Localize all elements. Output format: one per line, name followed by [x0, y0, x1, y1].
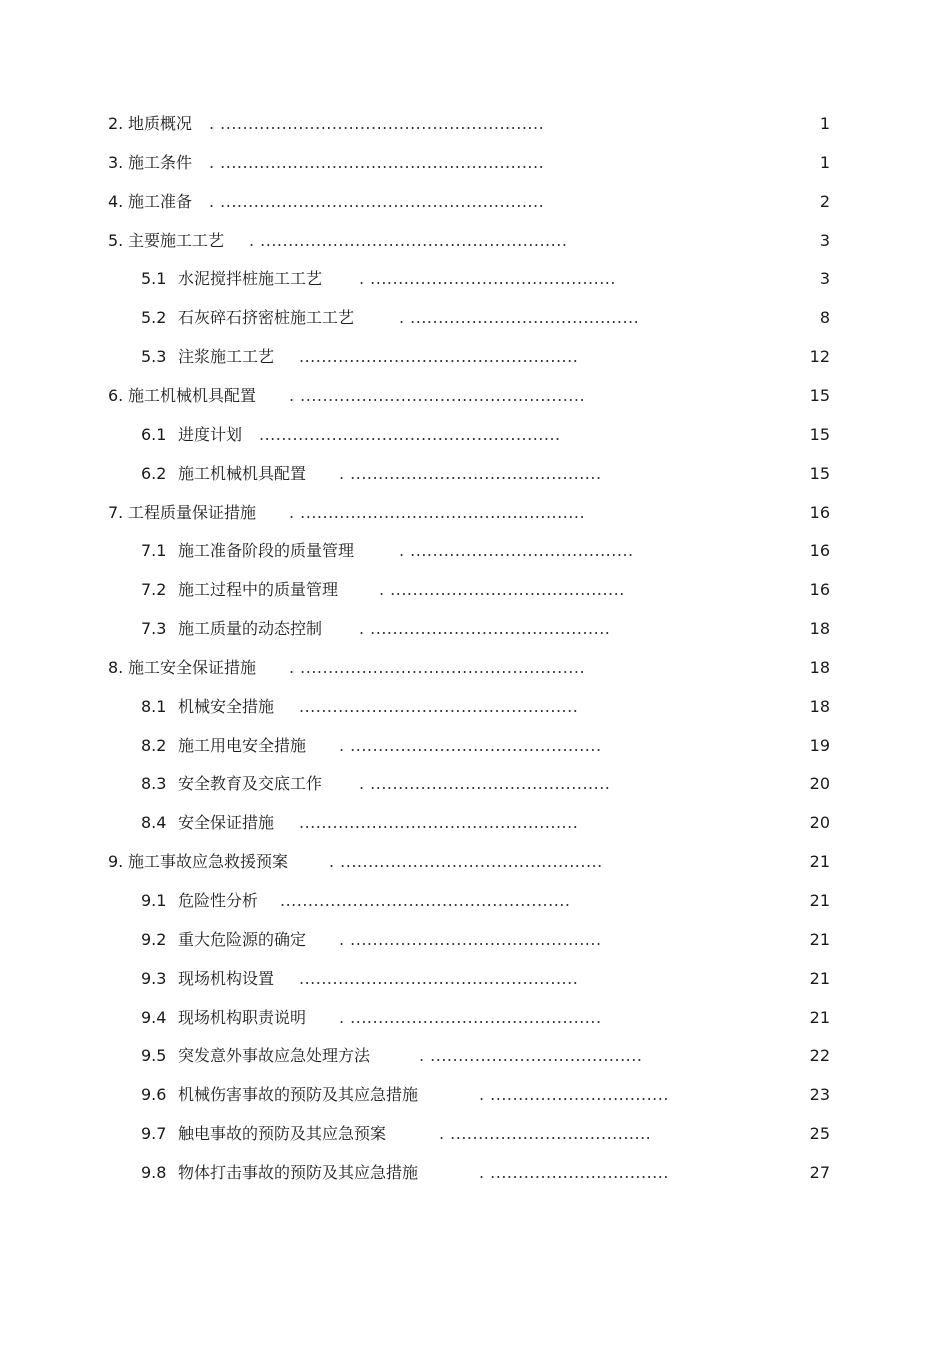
toc-dot-leader: ..................................................: [299, 696, 579, 716]
toc-entry-number: 9.5: [141, 1046, 167, 1066]
toc-dot-leader: ..................................................: [299, 813, 579, 833]
toc-entry-title: 施工用电安全措施: [178, 735, 307, 755]
toc-page-number: 18: [809, 619, 830, 639]
toc-entry[interactable]: [0, 384, 950, 408]
toc-entry-title: 注浆施工工艺: [178, 347, 275, 367]
toc-page-number: 21: [809, 1007, 830, 1027]
toc-dot-leader: . ......................................: [419, 1046, 643, 1066]
toc-dot-leader: . ............................................: [359, 269, 616, 289]
toc-page-number: 22: [809, 1046, 830, 1066]
toc-entry-title: 触电事故的预防及其应急预案: [178, 1124, 387, 1144]
toc-entry-title: 进度计划: [178, 424, 243, 444]
toc-entry-number: 8.2: [141, 735, 167, 755]
toc-entry-title: 施工机械机具配置: [178, 463, 307, 483]
toc-entry-number: 5.: [108, 230, 124, 250]
toc-dot-leader: . ....................................: [439, 1124, 652, 1144]
toc-entry[interactable]: [0, 734, 950, 758]
toc-entry-number: 9.2: [141, 929, 167, 949]
toc-entry-number: 5.2: [141, 308, 167, 328]
toc-entry[interactable]: [0, 928, 950, 952]
toc-entry-number: 9.4: [141, 1007, 167, 1027]
toc-entry[interactable]: [0, 267, 950, 291]
toc-entry[interactable]: [0, 617, 950, 641]
toc-dot-leader: . .......................................................: [249, 230, 568, 250]
toc-dot-leader: . ..........................................: [379, 580, 625, 600]
toc-entry-number: 6.: [108, 385, 124, 405]
toc-dot-leader: ..................................................: [299, 968, 579, 988]
toc-entry[interactable]: [0, 539, 950, 563]
toc-page-number: 15: [809, 463, 830, 483]
toc-entry[interactable]: [0, 112, 950, 136]
toc-entry-number: 9.8: [141, 1162, 167, 1182]
toc-page-number: 21: [809, 891, 830, 910]
toc-dot-leader: . ........................................: [399, 541, 634, 561]
toc-entry-number: 9.3: [141, 968, 167, 988]
toc-entry[interactable]: [0, 190, 950, 214]
toc-entry-number: 8.: [108, 657, 124, 677]
toc-entry-title: 机械伤害事故的预防及其应急措施: [178, 1085, 419, 1105]
toc-page-number: 3: [819, 269, 830, 289]
toc-entry-title: 现场机构设置: [178, 968, 275, 988]
toc-page-number: 21: [809, 968, 830, 988]
toc-dot-leader: . .........................................: [399, 308, 640, 328]
toc-entry[interactable]: [0, 772, 950, 796]
toc-entry-title: 施工准备阶段的质量管理: [178, 541, 355, 561]
toc-entry-number: 6.2: [141, 463, 167, 483]
toc-entry-title: 工程质量保证措施: [128, 502, 257, 522]
toc-entry-title: 施工安全保证措施: [128, 657, 257, 677]
toc-entry[interactable]: [0, 889, 950, 913]
toc-entry-title: 危险性分析: [178, 891, 259, 910]
toc-page-number: 12: [809, 347, 830, 367]
toc-page-number: 1: [819, 152, 830, 172]
toc-entry[interactable]: [0, 1122, 950, 1146]
toc-page-number: 23: [809, 1085, 830, 1105]
toc-entry-number: 9.6: [141, 1085, 167, 1105]
toc-entry-title: 主要施工工艺: [128, 230, 225, 250]
toc-entry[interactable]: [0, 578, 950, 602]
toc-page-number: 19: [809, 735, 830, 755]
toc-entry-title: 水泥搅拌桩施工工艺: [178, 269, 323, 289]
toc-entry-number: 7.1: [141, 541, 167, 561]
toc-page-number: 8: [819, 308, 830, 328]
toc-dot-leader: . ..........................................................: [209, 191, 545, 211]
toc-entry[interactable]: [0, 1006, 950, 1030]
toc-entry-title: 现场机构职责说明: [178, 1007, 307, 1027]
toc-entry-number: 5.3: [141, 347, 167, 367]
toc-entry[interactable]: [0, 229, 950, 253]
toc-dot-leader: ....................................................: [280, 891, 571, 910]
toc-entry[interactable]: [0, 345, 950, 369]
toc-dot-leader: . ..........................................................: [209, 152, 545, 172]
toc-dot-leader: . ...................................................: [289, 657, 586, 677]
toc-entry[interactable]: [0, 151, 950, 175]
toc-entry-number: 5.1: [141, 269, 167, 289]
toc-entry[interactable]: [0, 462, 950, 486]
toc-entry[interactable]: [0, 695, 950, 719]
toc-entry-number: 8.4: [141, 813, 167, 833]
toc-entry-number: 9.1: [141, 891, 167, 910]
toc-entry-number: 4.: [108, 191, 124, 211]
toc-page-number: 16: [809, 541, 830, 561]
toc-page-number: 16: [809, 502, 830, 522]
toc-page-number: 21: [809, 929, 830, 949]
toc-entry[interactable]: [0, 1083, 950, 1107]
toc-entry-title: 施工准备: [128, 191, 193, 211]
toc-entry-number: 7.: [108, 502, 124, 522]
toc-dot-leader: ..................................................: [299, 347, 579, 367]
toc-page-number: 15: [809, 424, 830, 444]
toc-dot-leader: . ................................: [479, 1162, 669, 1182]
toc-entry-number: 2.: [108, 114, 124, 133]
toc-page-number: 15: [809, 385, 830, 405]
toc-entry[interactable]: [0, 656, 950, 680]
toc-dot-leader: . ...................................................: [289, 502, 586, 522]
toc-dot-leader: . .............................................: [339, 929, 602, 949]
toc-page-number: 16: [809, 580, 830, 600]
toc-dot-leader: . ................................: [479, 1085, 669, 1105]
toc-entry-title: 石灰碎石挤密桩施工工艺: [178, 308, 355, 328]
toc-entry[interactable]: [0, 501, 950, 525]
toc-entry-title: 安全保证措施: [178, 813, 275, 833]
toc-page-number: 3: [819, 230, 830, 250]
toc-entry-number: 7.2: [141, 580, 167, 600]
toc-entry[interactable]: [0, 1161, 950, 1185]
toc-dot-leader: . ...............................................: [329, 852, 603, 872]
toc-entry-number: 3.: [108, 152, 124, 172]
toc-entry-number: 8.3: [141, 774, 167, 794]
toc-entry-title: 施工质量的动态控制: [178, 619, 323, 639]
toc-dot-leader: . ..........................................................: [209, 114, 545, 133]
toc-entry[interactable]: [0, 306, 950, 330]
toc-page-number: 2: [819, 191, 830, 211]
toc-page-number: 20: [809, 774, 830, 794]
toc-entry-title: 施工机械机具配置: [128, 385, 257, 405]
toc-entry-title: 突发意外事故应急处理方法: [178, 1046, 371, 1066]
toc-entry[interactable]: [0, 967, 950, 991]
toc-page-number: 25: [809, 1124, 830, 1144]
toc-dot-leader: . ...................................................: [289, 385, 586, 405]
toc-dot-leader: . .............................................: [339, 463, 602, 483]
toc-entry[interactable]: [0, 850, 950, 874]
toc-dot-leader: ......................................................: [259, 424, 561, 444]
toc-entry[interactable]: [0, 1044, 950, 1068]
toc-page-number: 1: [819, 114, 830, 133]
toc-dot-leader: . ...........................................: [359, 774, 611, 794]
toc-entry-title: 机械安全措施: [178, 696, 275, 716]
toc-entry-title: 施工条件: [128, 152, 193, 172]
toc-entry-number: 8.1: [141, 696, 167, 716]
toc-entry-number: 7.3: [141, 619, 167, 639]
toc-entry-title: 安全教育及交底工作: [178, 774, 323, 794]
toc-entry-number: 9.: [108, 852, 124, 872]
toc-page-number: 27: [809, 1162, 830, 1182]
toc-entry-number: 6.1: [141, 424, 167, 444]
toc-entry-title: 地质概况: [128, 114, 193, 133]
toc-entry-title: 物体打击事故的预防及其应急措施: [178, 1162, 419, 1182]
toc-entry[interactable]: [0, 423, 950, 447]
toc-entry-title: 施工事故应急救援预案: [128, 852, 289, 872]
toc-entry-number: 9.7: [141, 1124, 167, 1144]
toc-dot-leader: . ...........................................: [359, 619, 611, 639]
toc-page-number: 21: [809, 852, 830, 872]
toc-entry-title: 重大危险源的确定: [178, 929, 307, 949]
toc-page-number: 18: [809, 657, 830, 677]
toc-page-number: 20: [809, 813, 830, 833]
toc-dot-leader: . .............................................: [339, 735, 602, 755]
toc-entry-title: 施工过程中的质量管理: [178, 580, 339, 600]
toc-entry[interactable]: [0, 811, 950, 835]
toc-page-number: 18: [809, 696, 830, 716]
toc-dot-leader: . .............................................: [339, 1007, 602, 1027]
